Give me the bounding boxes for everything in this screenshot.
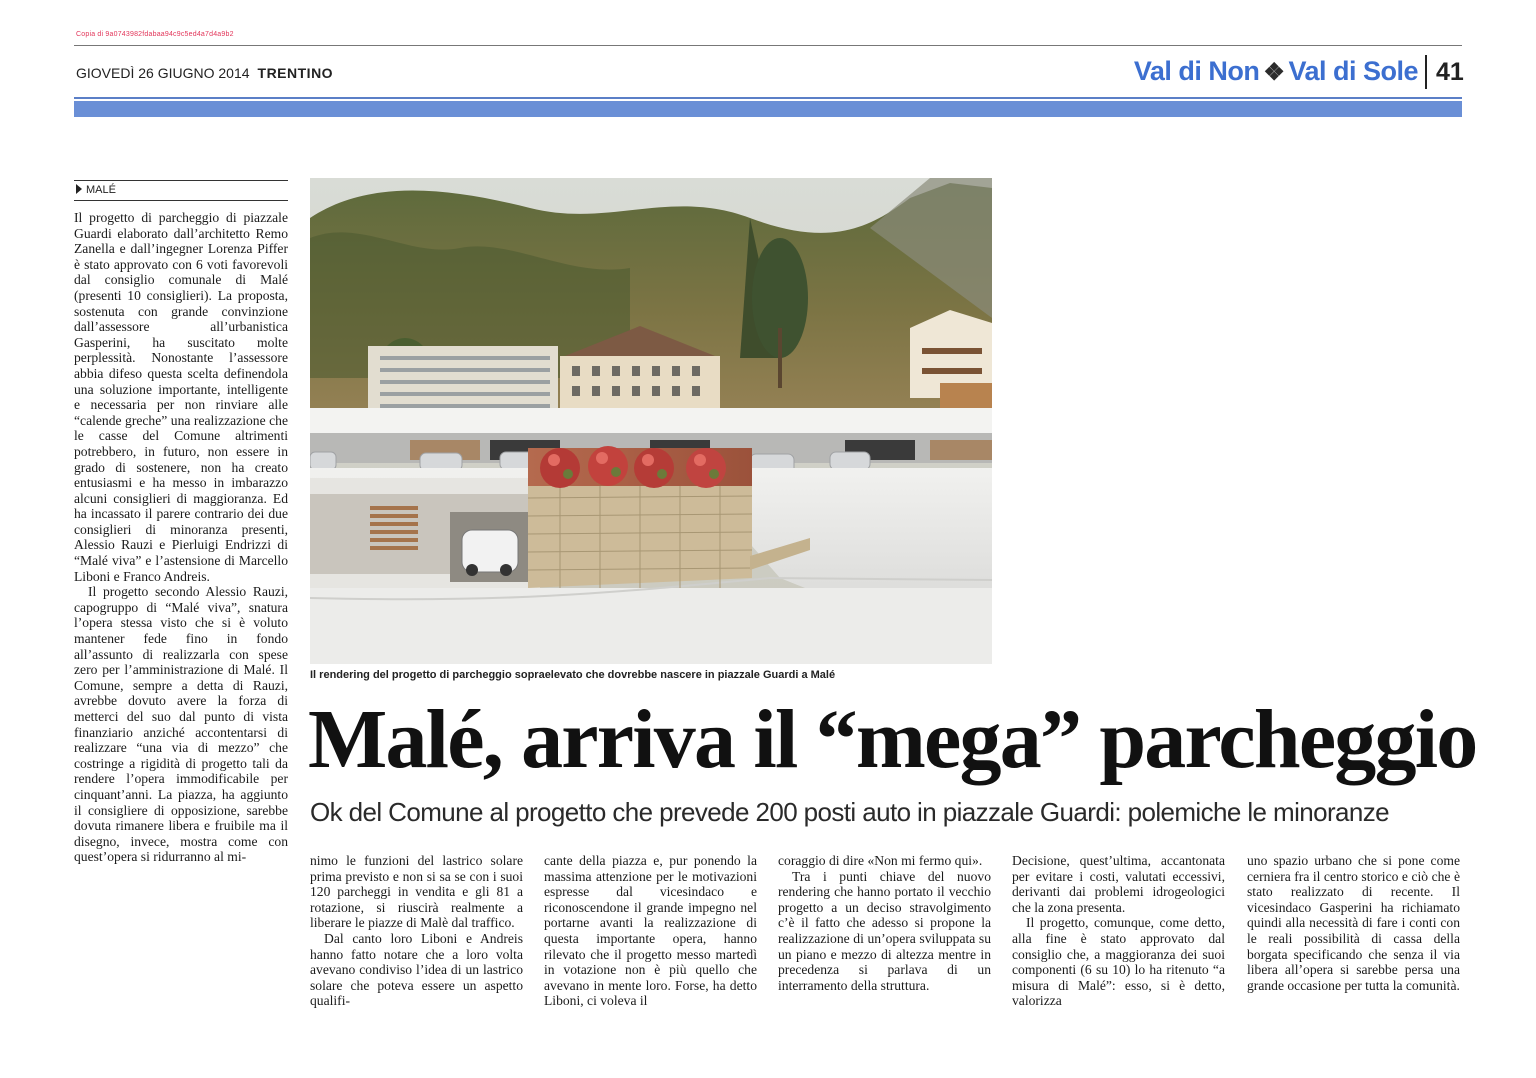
photo-caption: Il rendering del progetto di parcheggio sopraelevato che dovrebbe nascere in piazzale Guardi a Malé [310,669,836,681]
article-column-2 [310,853,523,1075]
paragraph: Tra i punti chiave del nuovo rendering che hanno portato il vecchio progetto a un deciso stravolgimento c’è il fatto che adesso si propone la realizzazione di un’opera sviluppata su un piano e mezzo di altezza mentre in precedenza si parlava di un interramento della struttura. [778,868,991,993]
kicker-rule-top [74,180,288,181]
paragraph: Dal canto loro Liboni e Andreis hanno fatto notare che a loro volta avevano condiviso l’idea di un lastrico solare che poteva essere un aspetto qualifi- [310,930,523,1009]
paragraph: cante della piazza e, pur ponendo la massima attenzione per le motivazioni espresse dal vicesindaco e riconoscendone il grande impegno nel portarne avanti la realizzazione di questa importante opera, hanno rilevato che il progetto messo martedì in votazione non è più quello che avevano in mente loro. Forse, ha detto Liboni, ci voleva il [544,853,757,1009]
top-rule [74,45,1462,46]
header-thin-rule [74,97,1462,99]
article-column-6 [1247,853,1460,1075]
headline: Malé, arriva il “mega” parcheggio [308,693,1477,786]
article-column-4 [778,853,991,1075]
subheadline: Ok del Comune al progetto che prevede 200 posti auto in piazzale Guardi: polemiche le minoranze [310,797,1390,827]
triangle-icon [76,184,82,194]
paragraph: uno spazio urbano che si pone come cerniera fra il centro storico e ciò che è stato realizzato di recente. Il vicesindaco Gasperini ha richiamato quindi alla necessità di fare i conti con le reali possibilità di cassa della borgata specificando che senza il via libera all’opera si sarebbe persa una grande occasione per tutta la comunità. [1247,853,1460,993]
page-number: 41 [1436,58,1464,86]
section-a: Val di Non [1133,56,1260,86]
kicker-rule-bottom [74,200,288,201]
paragraph: Il progetto di parcheggio di piazzale Guardi elaborato dall’architetto Remo Zanella e dall’ingegner Lorenza Piffer è stato approvato con 6 voti favorevoli dal consiglio comunale di Malé (presenti 10 consiglieri). La proposta, sostenuta con grande convinzione dall’assessore all’urbanistica Gasperini, ha suscitato molte perplessità. Nonostante l’assessore abbia difeso questa scelta definendola una soluzione importante, intelligente e necessaria per non rinviare alle “calende greche” una realizzazione che le casse del Comune altrimenti potrebbero, in futuro, non essere in grado di sostenere, non ha creato entusiasmi e ha messo in imbarazzo alcuni consiglieri di maggioranza. Ed ha incassato il parere contrario dei due consiglieri di minoranza presenti, Alessio Rauzi e Pierluigi Endrizzi di “Malé viva” e l’astensione di Marcello Liboni e Franco Andreis. [74,210,288,584]
diamond-separator-icon: ❖ [1263,59,1285,86]
page-header-date [76,65,333,81]
article-column-3 [544,853,757,1075]
newspaper-name: TRENTINO [257,65,334,81]
kicker-text: MALÉ [86,184,116,196]
copyright-notice: Copia di 9a0743982fdabaa94c9c5ed4a7d4a9b2 [76,31,234,38]
header-divider [1425,55,1427,89]
header-color-bar [74,101,1462,117]
section-b: Val di Sole [1288,56,1418,86]
paragraph: Il progetto, comunque, come detto, alla fine è stato approvato dal consiglio che, a maggioranza dei suoi componenti (6 su 10) lo ha ritenuto “a misura di Malé”: esso, si è detto, valorizza [1012,915,1225,1009]
paragraph: nimo le funzioni del lastrico solare prima previsto e non si sa se con i suoi 120 parcheggi in vendita e gli 81 a rotazione, si riuscirà realmente a liberare le piazze di Malè dal traffico. [310,853,523,931]
kicker [76,184,116,196]
article-column-5 [1012,853,1225,1075]
paragraph: Decisione, quest’ultima, accantonata per evitare i costi, valutati eccessivi, derivanti dai problemi idrogeologici che la zona presenta. [1012,853,1225,915]
rendering-photo [310,178,992,664]
section-title [1134,56,1418,87]
date: GIOVEDÌ 26 GIUGNO 2014 [76,65,250,81]
paragraph: Il progetto secondo Alessio Rauzi, capogruppo di “Malé viva”, snatura l’opera stessa visto che si è voluto mantener fede fino in fondo all’assunto di realizzarla con spese zero per l’amministrazione di Malé. Il Comune, sempre a detta di Rauzi, avrebbe dovuto avere la forza di metterci del suo dal punto di vista finanziario anziché accontentarsi di realizzare “una via di mezzo” che costringe a rigidità di progetto tali da rendere l’opera immodificabile per cinquant’anni. La piazza, ha aggiunto il consigliere di opposizione, sarebbe dovuta rimanere libera e fruibile ma il disegno, invece, mostra come con quest’opera si ridurranno al mi- [74,584,288,865]
article-column-1 [74,210,288,1076]
paragraph: coraggio di dire «Non mi fermo qui». [778,853,983,868]
